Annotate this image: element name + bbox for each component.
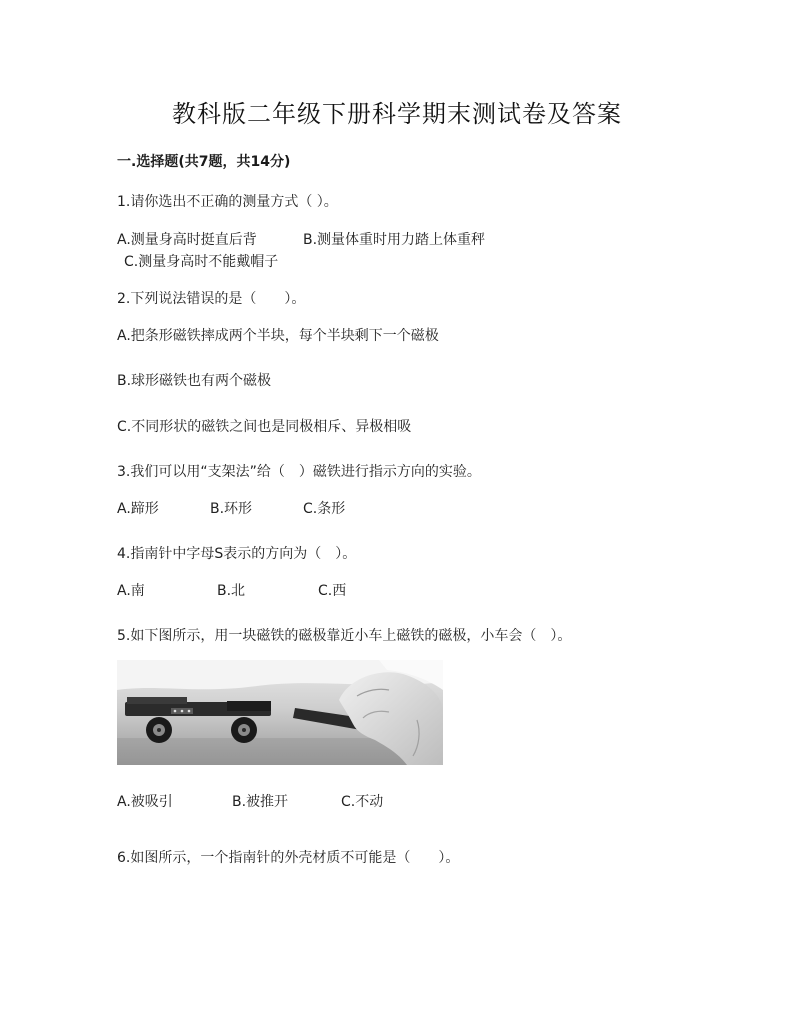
question-5-stem: 5.如下图所示，用一块磁铁的磁极靠近小车上磁铁的磁极，小车会（ ）。 [117, 628, 572, 644]
question-5-option-a: A.被吸引 [117, 794, 173, 810]
question-1-stem: 1.请你选出不正确的测量方式（ ）。 [117, 194, 338, 210]
question-2-option-b: B.球形磁铁也有两个磁极 [117, 373, 272, 389]
question-3-option-a: A.蹄形 [117, 501, 159, 517]
section-heading: 一.选择题(共7题，共14分) [117, 154, 291, 170]
question-3-stem: 3.我们可以用“支架法”给（ ）磁铁进行指示方向的实验。 [117, 464, 481, 480]
question-2-stem: 2.下列说法错误的是（ ）。 [117, 291, 306, 307]
question-2-option-c: C.不同形状的磁铁之间也是同极相斥、异极相吸 [117, 419, 412, 435]
question-5-option-b: B.被推开 [232, 794, 289, 810]
question-4-option-b: B.北 [217, 583, 246, 599]
question-4-stem: 4.指南针中字母S表示的方向为（ ）。 [117, 546, 357, 562]
question-1-option-c: C.测量身高时不能戴帽子 [124, 254, 279, 270]
question-1-option-b: B.测量体重时用力踏上体重秤 [303, 232, 486, 248]
question-4-option-a: A.南 [117, 583, 145, 599]
magnet-car-photo [117, 660, 443, 765]
page-title: 教科版二年级下册科学期末测试卷及答案 [172, 100, 622, 128]
question-2-option-a: A.把条形磁铁摔成两个半块，每个半块剩下一个磁极 [117, 328, 439, 344]
question-3-option-c: C.条形 [303, 501, 346, 517]
question-1-option-a: A.测量身高时挺直后背 [117, 232, 257, 248]
question-6-stem: 6.如图所示，一个指南针的外壳材质不可能是（ ）。 [117, 850, 460, 866]
question-5-option-c: C.不动 [341, 794, 384, 810]
question-4-option-c: C.西 [318, 583, 347, 599]
question-3-option-b: B.环形 [210, 501, 253, 517]
